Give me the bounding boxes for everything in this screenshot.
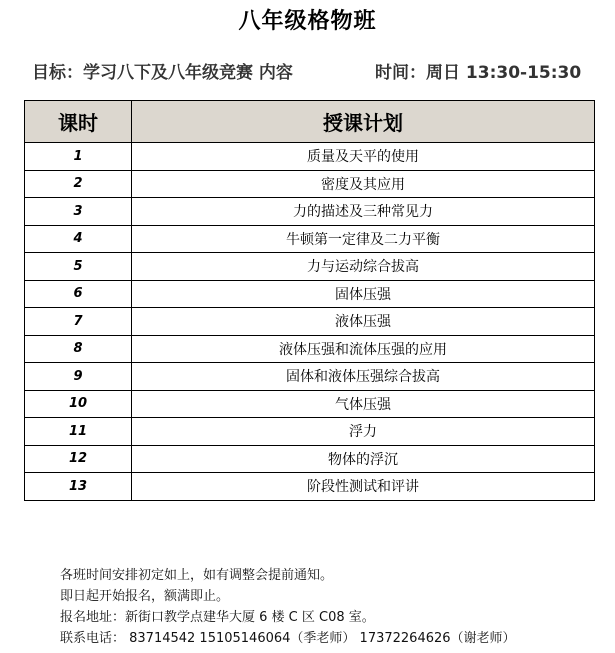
lesson-number: 6: [25, 280, 132, 308]
contact-note: 联系电话： 83714542 15105146064（季老师） 17372264626（谢老师）: [60, 631, 516, 646]
lesson-topic: 力的描述及三种常见力: [132, 198, 595, 226]
lesson-number: 2: [25, 170, 132, 198]
lesson-topic: 力与运动综合拔高: [132, 253, 595, 281]
registration-note: 即日起开始报名，额满即止。: [60, 589, 230, 604]
schedule-table: [24, 100, 595, 501]
table-row: [25, 253, 595, 281]
lesson-number: 5: [25, 253, 132, 281]
lesson-topic: 阶段性测试和评讲: [132, 473, 595, 501]
table-row: [25, 363, 595, 391]
course-time: 时间：周日 13:30-15:30: [375, 63, 582, 83]
page-title: 八年级格物班: [238, 9, 377, 34]
lesson-topic: 物体的浮沉: [132, 445, 595, 473]
notes-block: [60, 565, 516, 649]
lesson-number: 12: [25, 445, 132, 473]
lesson-topic: 气体压强: [132, 390, 595, 418]
lesson-number: 13: [25, 473, 132, 501]
table-row: [25, 445, 595, 473]
address-note: 报名地址：新街口教学点建华大厦 6 楼 C 区 C08 室。: [60, 610, 375, 625]
header-lesson: 课时: [25, 101, 132, 143]
table-row: [25, 308, 595, 336]
table-row: [25, 390, 595, 418]
lesson-topic: 固体压强: [132, 280, 595, 308]
lesson-topic: 固体和液体压强综合拔高: [132, 363, 595, 391]
lesson-topic: 牛顿第一定律及二力平衡: [132, 225, 595, 253]
lesson-number: 11: [25, 418, 132, 446]
table-row: [25, 335, 595, 363]
lesson-number: 7: [25, 308, 132, 336]
table-row: [25, 280, 595, 308]
table-header-row: [25, 101, 595, 143]
table-row: [25, 170, 595, 198]
lesson-topic: 液体压强: [132, 308, 595, 336]
lesson-number: 8: [25, 335, 132, 363]
lesson-topic: 质量及天平的使用: [132, 143, 595, 171]
table-row: [25, 473, 595, 501]
header-plan: 授课计划: [132, 101, 595, 143]
table-row: [25, 225, 595, 253]
table-row: [25, 143, 595, 171]
schedule-note: 各班时间安排初定如上，如有调整会提前通知。: [60, 568, 334, 583]
lesson-number: 9: [25, 363, 132, 391]
table-row: [25, 418, 595, 446]
lesson-topic: 密度及其应用: [132, 170, 595, 198]
lesson-number: 10: [25, 390, 132, 418]
course-goal: 目标：学习八下及八年级竞赛 内容: [32, 63, 293, 83]
lesson-topic: 液体压强和流体压强的应用: [132, 335, 595, 363]
lesson-number: 4: [25, 225, 132, 253]
lesson-number: 1: [25, 143, 132, 171]
lesson-number: 3: [25, 198, 132, 226]
table-row: [25, 198, 595, 226]
lesson-topic: 浮力: [132, 418, 595, 446]
